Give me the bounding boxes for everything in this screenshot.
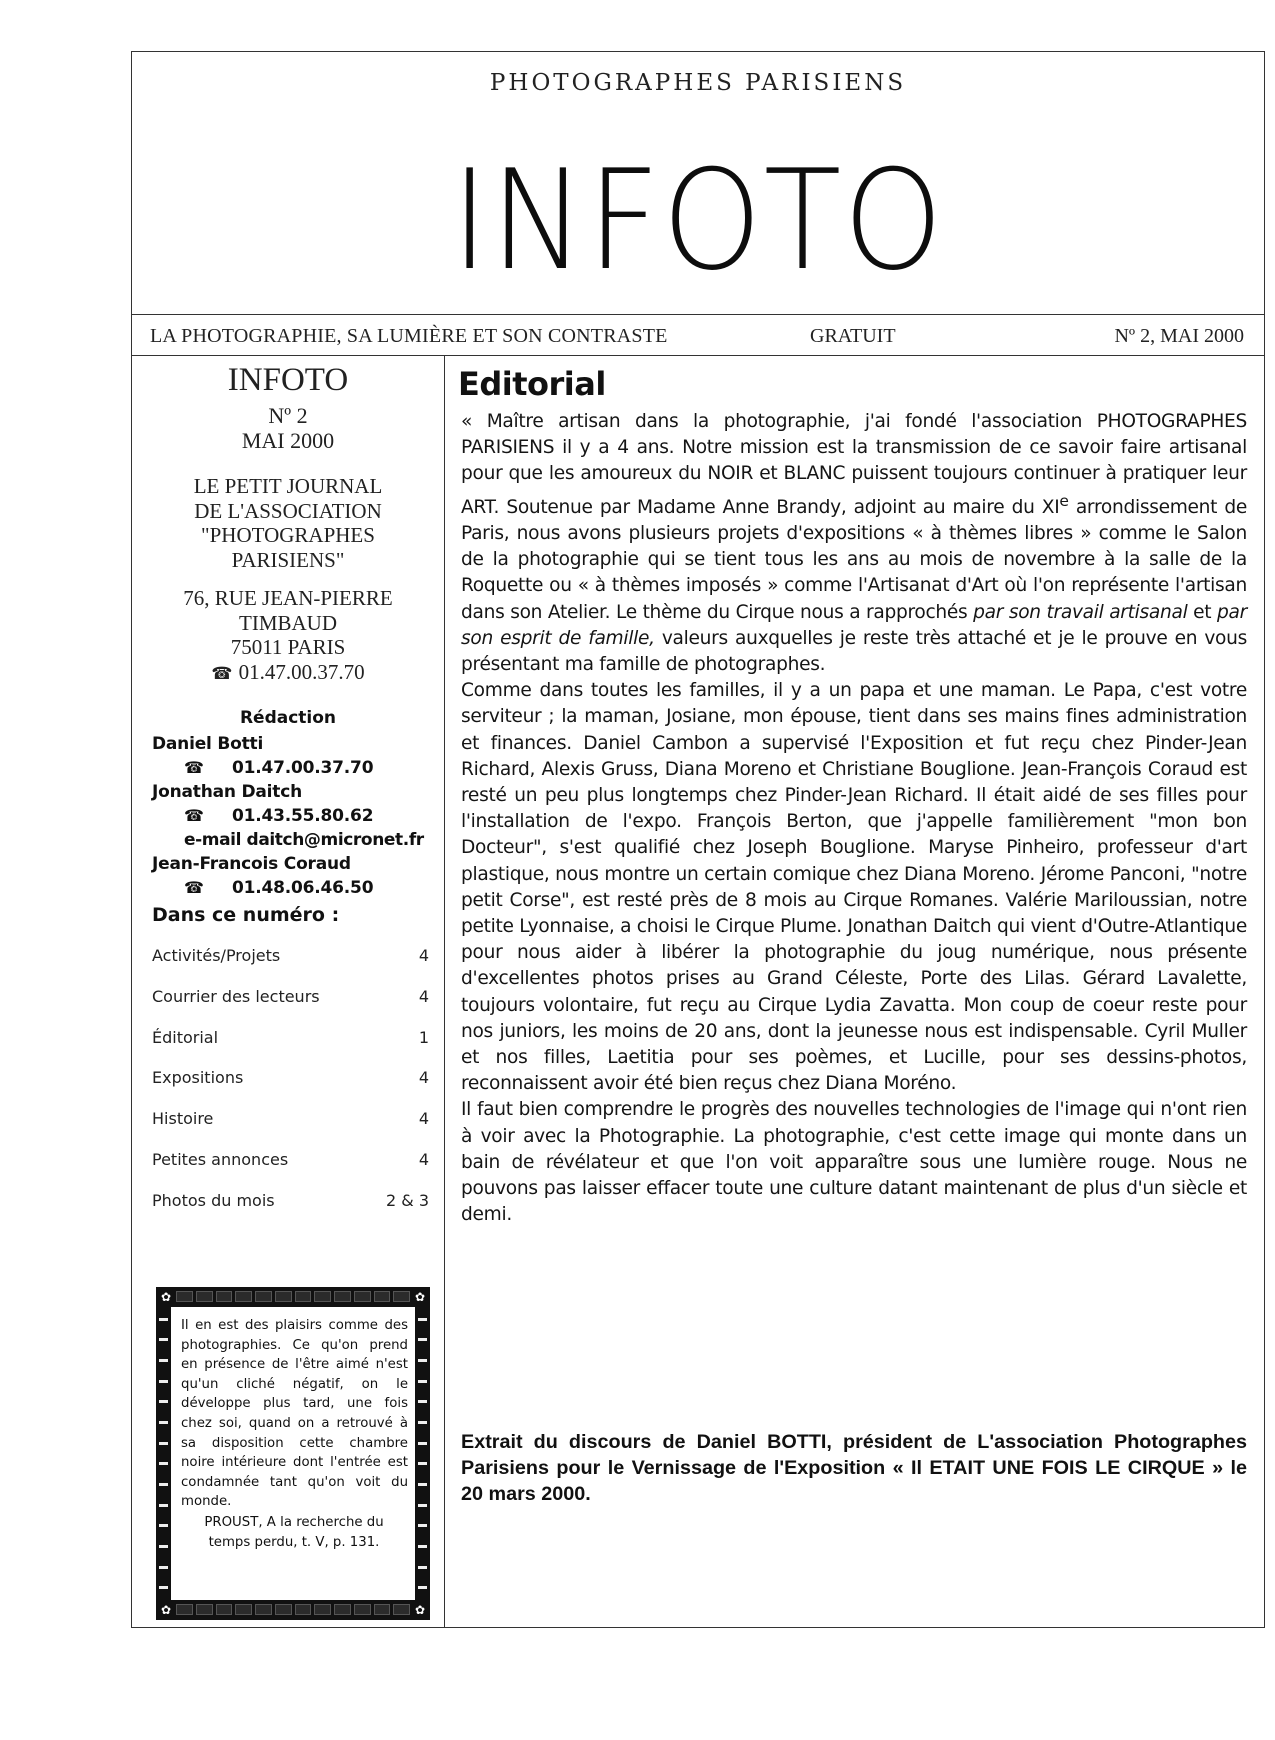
- staff-phone-number: 01.48.06.46.50: [232, 878, 374, 898]
- address-phone: [132, 660, 444, 687]
- telephone-icon: ☎: [184, 758, 204, 777]
- film-strip-icon: [156, 1287, 430, 1307]
- staff-phone-number: 01.47.00.37.70: [232, 758, 374, 778]
- toc-heading: Dans ce numéro :: [152, 904, 340, 926]
- toc-item-label: Photos du mois: [152, 1190, 275, 1210]
- column-divider: [444, 356, 445, 1627]
- staff-heading: Rédaction: [239, 708, 337, 728]
- toc-item-page: 2 & 3: [385, 1190, 429, 1210]
- flower-icon: ✿: [414, 1603, 426, 1617]
- journal-line: DE L'ASSOCIATION: [194, 498, 382, 523]
- toc-item-label: Expositions: [152, 1068, 244, 1088]
- table-of-contents: [152, 904, 429, 1232]
- toc-item-label: Histoire: [152, 1109, 214, 1129]
- journal-line: PARISIENS": [231, 547, 345, 572]
- toc-item: [152, 1191, 429, 1232]
- toc-item-label: Petites annonces: [152, 1149, 289, 1169]
- editorial-paragraph: Il faut bien comprendre le progrès des nouvelles technologies de l'image qui n'ont rien à voir avec la Photographie. La photographie, c'est cette image qui monte dans un bain de révélateur et que l'on voit apparaître sous une lumière rouge. Nous ne pouvons pas laisser effacer toute une culture datant maintenant de plus d'un siècle et demi.: [461, 1099, 1247, 1226]
- association-name: PHOTOGRAPHES PARISIENS: [489, 70, 907, 96]
- sidebar-issue-number: Nº 2: [268, 403, 308, 428]
- toc-item: [152, 1028, 429, 1069]
- telephone-icon: ☎: [184, 806, 204, 825]
- editorial-paragraph: « Maître artisan dans la photographie, j'ai fondé l'association PHOTOGRAPHES PARISIENS il y a 4 ans. Notre mission est la transmission de ce savoir faire artisanal pour que les amoureux du NOIR et BLANC puissent toujours continuer à pratiquer leur ART. Soutenue par Madame Anne Brandy, adjoint au maire du XIe arrondissement de Paris, nous avons plusieurs projets d'expositions « à thèmes libres » comme le Salon de la photographie qui se tient tous les ans au mois de novembre à la salle de la Roquette ou « à thèmes imposés » comme l'Artisanat d'Art où l'on représente l'artisan dans son Atelier. Le thème du Cirque nous a rapprochés par son travail artisanal et par son esprit de famille, valeurs auxquelles je reste très attaché et je le prouve en vous présentant ma famille de photographes.: [461, 411, 1247, 676]
- staff-phone: [152, 806, 432, 830]
- toc-item: [152, 946, 429, 987]
- staff-phone: [152, 878, 432, 902]
- toc-item-page: 4: [418, 1068, 429, 1088]
- staff-phone-number: 01.43.55.80.62: [232, 806, 374, 826]
- flower-icon: ✿: [160, 1290, 172, 1304]
- staff-email: e-mail daitch@micronet.fr: [184, 830, 424, 850]
- toc-item-page: 4: [418, 986, 429, 1006]
- toc-item: [152, 1150, 429, 1191]
- film-strip-icon: [156, 1600, 430, 1620]
- toc-item-page: 1: [418, 1027, 429, 1047]
- flower-icon: ✿: [160, 1603, 172, 1617]
- sidebar-issue-date: MAI 2000: [241, 428, 335, 453]
- toc-item: [152, 1068, 429, 1109]
- newsletter-page: [131, 51, 1265, 1628]
- telephone-icon: ☎: [211, 663, 233, 684]
- toc-item-label: Éditorial: [152, 1027, 219, 1047]
- issue-label: Nº 2, MAI 2000: [1114, 325, 1244, 347]
- flower-icon: ✿: [414, 1290, 426, 1304]
- toc-item: [152, 987, 429, 1028]
- toc-item-page: 4: [418, 1109, 429, 1129]
- address-line: 75011 PARIS: [230, 635, 346, 659]
- quote-source: [176, 1513, 412, 1553]
- proust-quote-box: [156, 1287, 430, 1620]
- telephone-icon: ☎: [184, 878, 204, 897]
- journal-description: [132, 474, 444, 572]
- toc-item-page: 4: [418, 946, 429, 965]
- film-strip-icon: [415, 1307, 430, 1600]
- staff-phone: [152, 758, 432, 782]
- editorial-credit: Extrait du discours de Daniel BOTTI, président de L'association Photographes Parisiens pour le Vernissage de l'Exposition « Il ETAIT UNE FOIS LE CIRQUE » le 20 mars 2000.: [461, 1431, 1247, 1505]
- editorial-paragraph: Comme dans toutes les familles, il y a un papa et une maman. Le Papa, c'est votre serviteur ; la maman, Josiane, mon épouse, tient dans ses mains fines administration et finances. Daniel Cambon a supervisé l'Exposition et fut reçu chez Pinder-Jean Richard, Alexis Gruss, Diana Moreno et Christiane Bouglione. Jean-François Coraud est resté un peu plus longtemps chez Pinder-Jean Richard. Il était aidé de ses filles pour l'installation de l'expo. François Berton, que j'appelle familièrement "mon bon Docteur", s'est qualifié chez Joseph Bouglione. Maryse Pinheiro, professeur d'art plastique, nous montre un certain comique chez Diana Moreno. Jérome Panconi, "notre petit Corse", est resté près de 8 mois au Cirque Romanes. Valérie Mariloussian, notre petite Lyonnaise, a choisi le Cirque Plume. Jonathan Daitch qui vient d'Outre-Atlantique pour nous aider à libérer la photographie du joug numérique, nous présente d'excellentes photos prises au Grand Céleste, Porte des Lilas. Gérard Lavalette, toujours volontaire, fut reçu au Cirque Lydia Zavatta. Mon coup de coeur reste pour nos juniors, les moins de 20 ans, dont la jeunesse nous est indispensable. Cyril Muller et nos filles, Laetitia pour ses poèmes, et Lucille, pour ses dessins-photos, reconnaissent avoir été bien reçus chez Diana Moréno.: [461, 680, 1247, 1095]
- quote-text: Il en est des plaisirs comme des photographies. Ce qu'on prend en présence de l'être aimé n'est qu'un cliché négatif, on le développe plus tard, une fois chez soi, quand on a retrouvé à sa disposition cette chambre noire intérieure dont l'entrée est condamnée tant qu'on voit du monde.: [181, 1318, 408, 1510]
- journal-line: LE PETIT JOURNAL: [193, 474, 383, 498]
- address-line: 76, RUE JEAN-PIERRE: [183, 586, 393, 610]
- strap-divider: [132, 355, 1264, 356]
- editorial-body: [461, 409, 1247, 1228]
- masthead-strap: [132, 319, 1264, 353]
- newsletter-title: INFOTO: [451, 140, 945, 301]
- toc-item-label: Courrier des lecteurs: [152, 986, 320, 1006]
- quote-source-line: temps perdu, t. V, p. 131.: [208, 1535, 380, 1550]
- quote-source-line: PROUST, A la recherche du: [204, 1515, 384, 1530]
- tagline: LA PHOTOGRAPHIE, SA LUMIÈRE ET SON CONTRASTE: [150, 325, 668, 347]
- staff-name: Daniel Botti: [152, 734, 264, 754]
- toc-item-label: Activités/Projets: [152, 946, 281, 965]
- price-label: GRATUIT: [810, 325, 896, 347]
- staff-name: Jean-Francois Coraud: [152, 854, 351, 874]
- toc-item: [152, 1109, 429, 1150]
- postal-address: [132, 586, 444, 686]
- film-strip-icon: [156, 1307, 171, 1600]
- header-divider: [132, 314, 1264, 315]
- editorial-heading: Editorial: [458, 365, 606, 403]
- toc-item-page: 4: [418, 1149, 429, 1169]
- editorial-staff: [152, 708, 432, 902]
- address-line: TIMBAUD: [239, 610, 337, 635]
- journal-line: "PHOTOGRAPHES: [201, 523, 375, 547]
- sidebar-title: INFOTO: [227, 362, 349, 398]
- address-phone-number: 01.47.00.37.70: [238, 659, 365, 684]
- staff-name: Jonathan Daitch: [152, 782, 303, 802]
